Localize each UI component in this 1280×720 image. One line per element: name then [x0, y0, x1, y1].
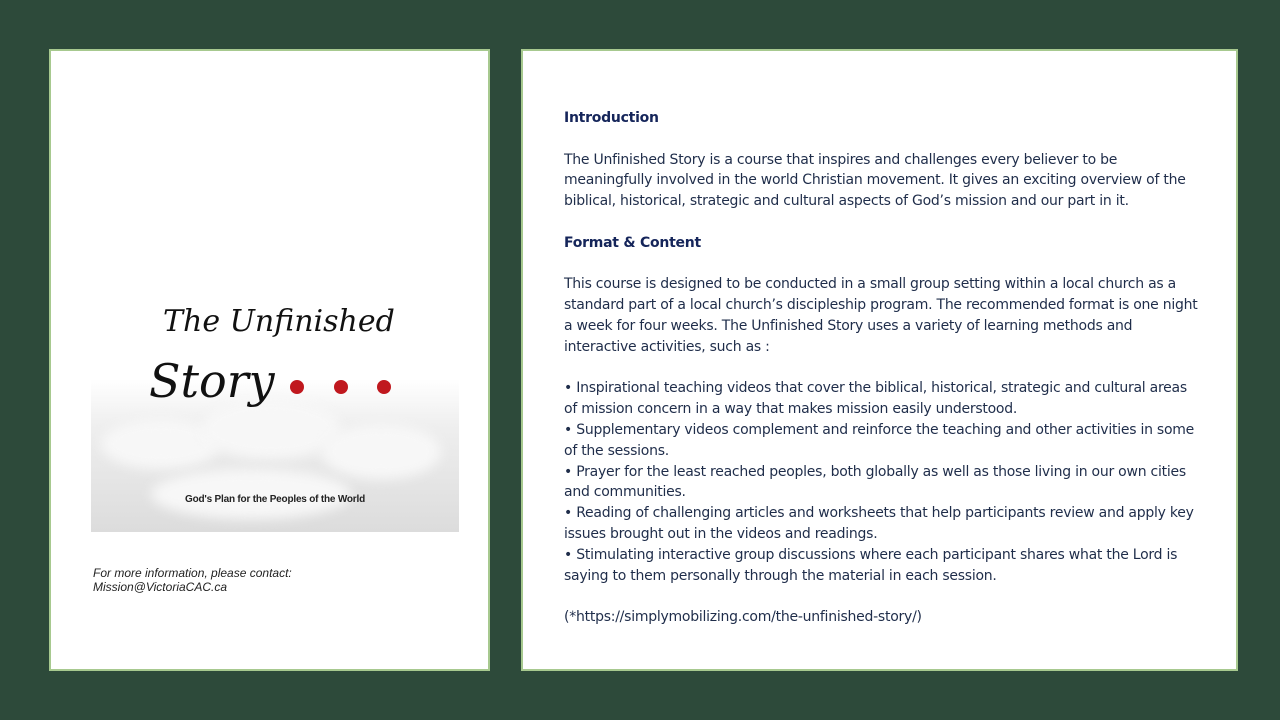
contact-line: For more information, please contact: [93, 566, 292, 580]
book-cover-image [91, 247, 459, 532]
contact-info [93, 566, 292, 594]
bullet-item: • Inspirational teaching videos that cover the biblical, historical, strategic and cultural areas of mission concern in a way that makes mission easily understood. [564, 380, 1187, 418]
cover-panel [49, 49, 490, 671]
bullet-item: • Reading of challenging articles and worksheets that help participants review and apply key issues brought out in the videos and readings. [564, 505, 1194, 542]
red-dot-2 [334, 380, 348, 394]
course-description [564, 108, 1204, 628]
bullet-item: • Supplementary videos complement and reinforce the teaching and other activities in some of the sessions. [564, 421, 1195, 459]
cover-title-line2: Story [149, 354, 275, 408]
format-heading: Format & Content [564, 234, 701, 251]
intro-heading: Introduction [564, 110, 659, 126]
bullet-item: • Stimulating interactive group discussions where each participant shares what the Lord is saying to them personally through the material in each session. [564, 546, 1178, 584]
red-dot-1 [290, 380, 304, 394]
text-panel [521, 49, 1238, 671]
contact-email: Mission@VictoriaCAC.ca [93, 580, 227, 594]
red-dot-3 [377, 380, 391, 394]
format-paragraph: This course is designed to be conducted in a small group setting within a local church as a standard part of a local church’s discipleship program. The recommended format is one night a week for four weeks. The Unfinished Story uses a variety of learning methods and interactive activities, such as : [564, 276, 1198, 355]
cover-title-line1: The Unfinished [163, 304, 395, 339]
cover-title-art [91, 247, 459, 447]
bullet-item: • Prayer for the least reached peoples, both globally as well as those living in our own cities and communities. [564, 463, 1186, 501]
source-link[interactable]: (*https://simplymobilizing.com/the-unfinished-story/) [564, 609, 922, 626]
cover-subtitle: God's Plan for the Peoples of the World [185, 494, 365, 505]
intro-paragraph: The Unfinished Story is a course that inspires and challenges every believer to be meaningfully involved in the world Christian movement. It gives an exciting overview of the biblical, historical, strategic and cultural aspects of God’s mission and our part in it. [564, 151, 1186, 210]
